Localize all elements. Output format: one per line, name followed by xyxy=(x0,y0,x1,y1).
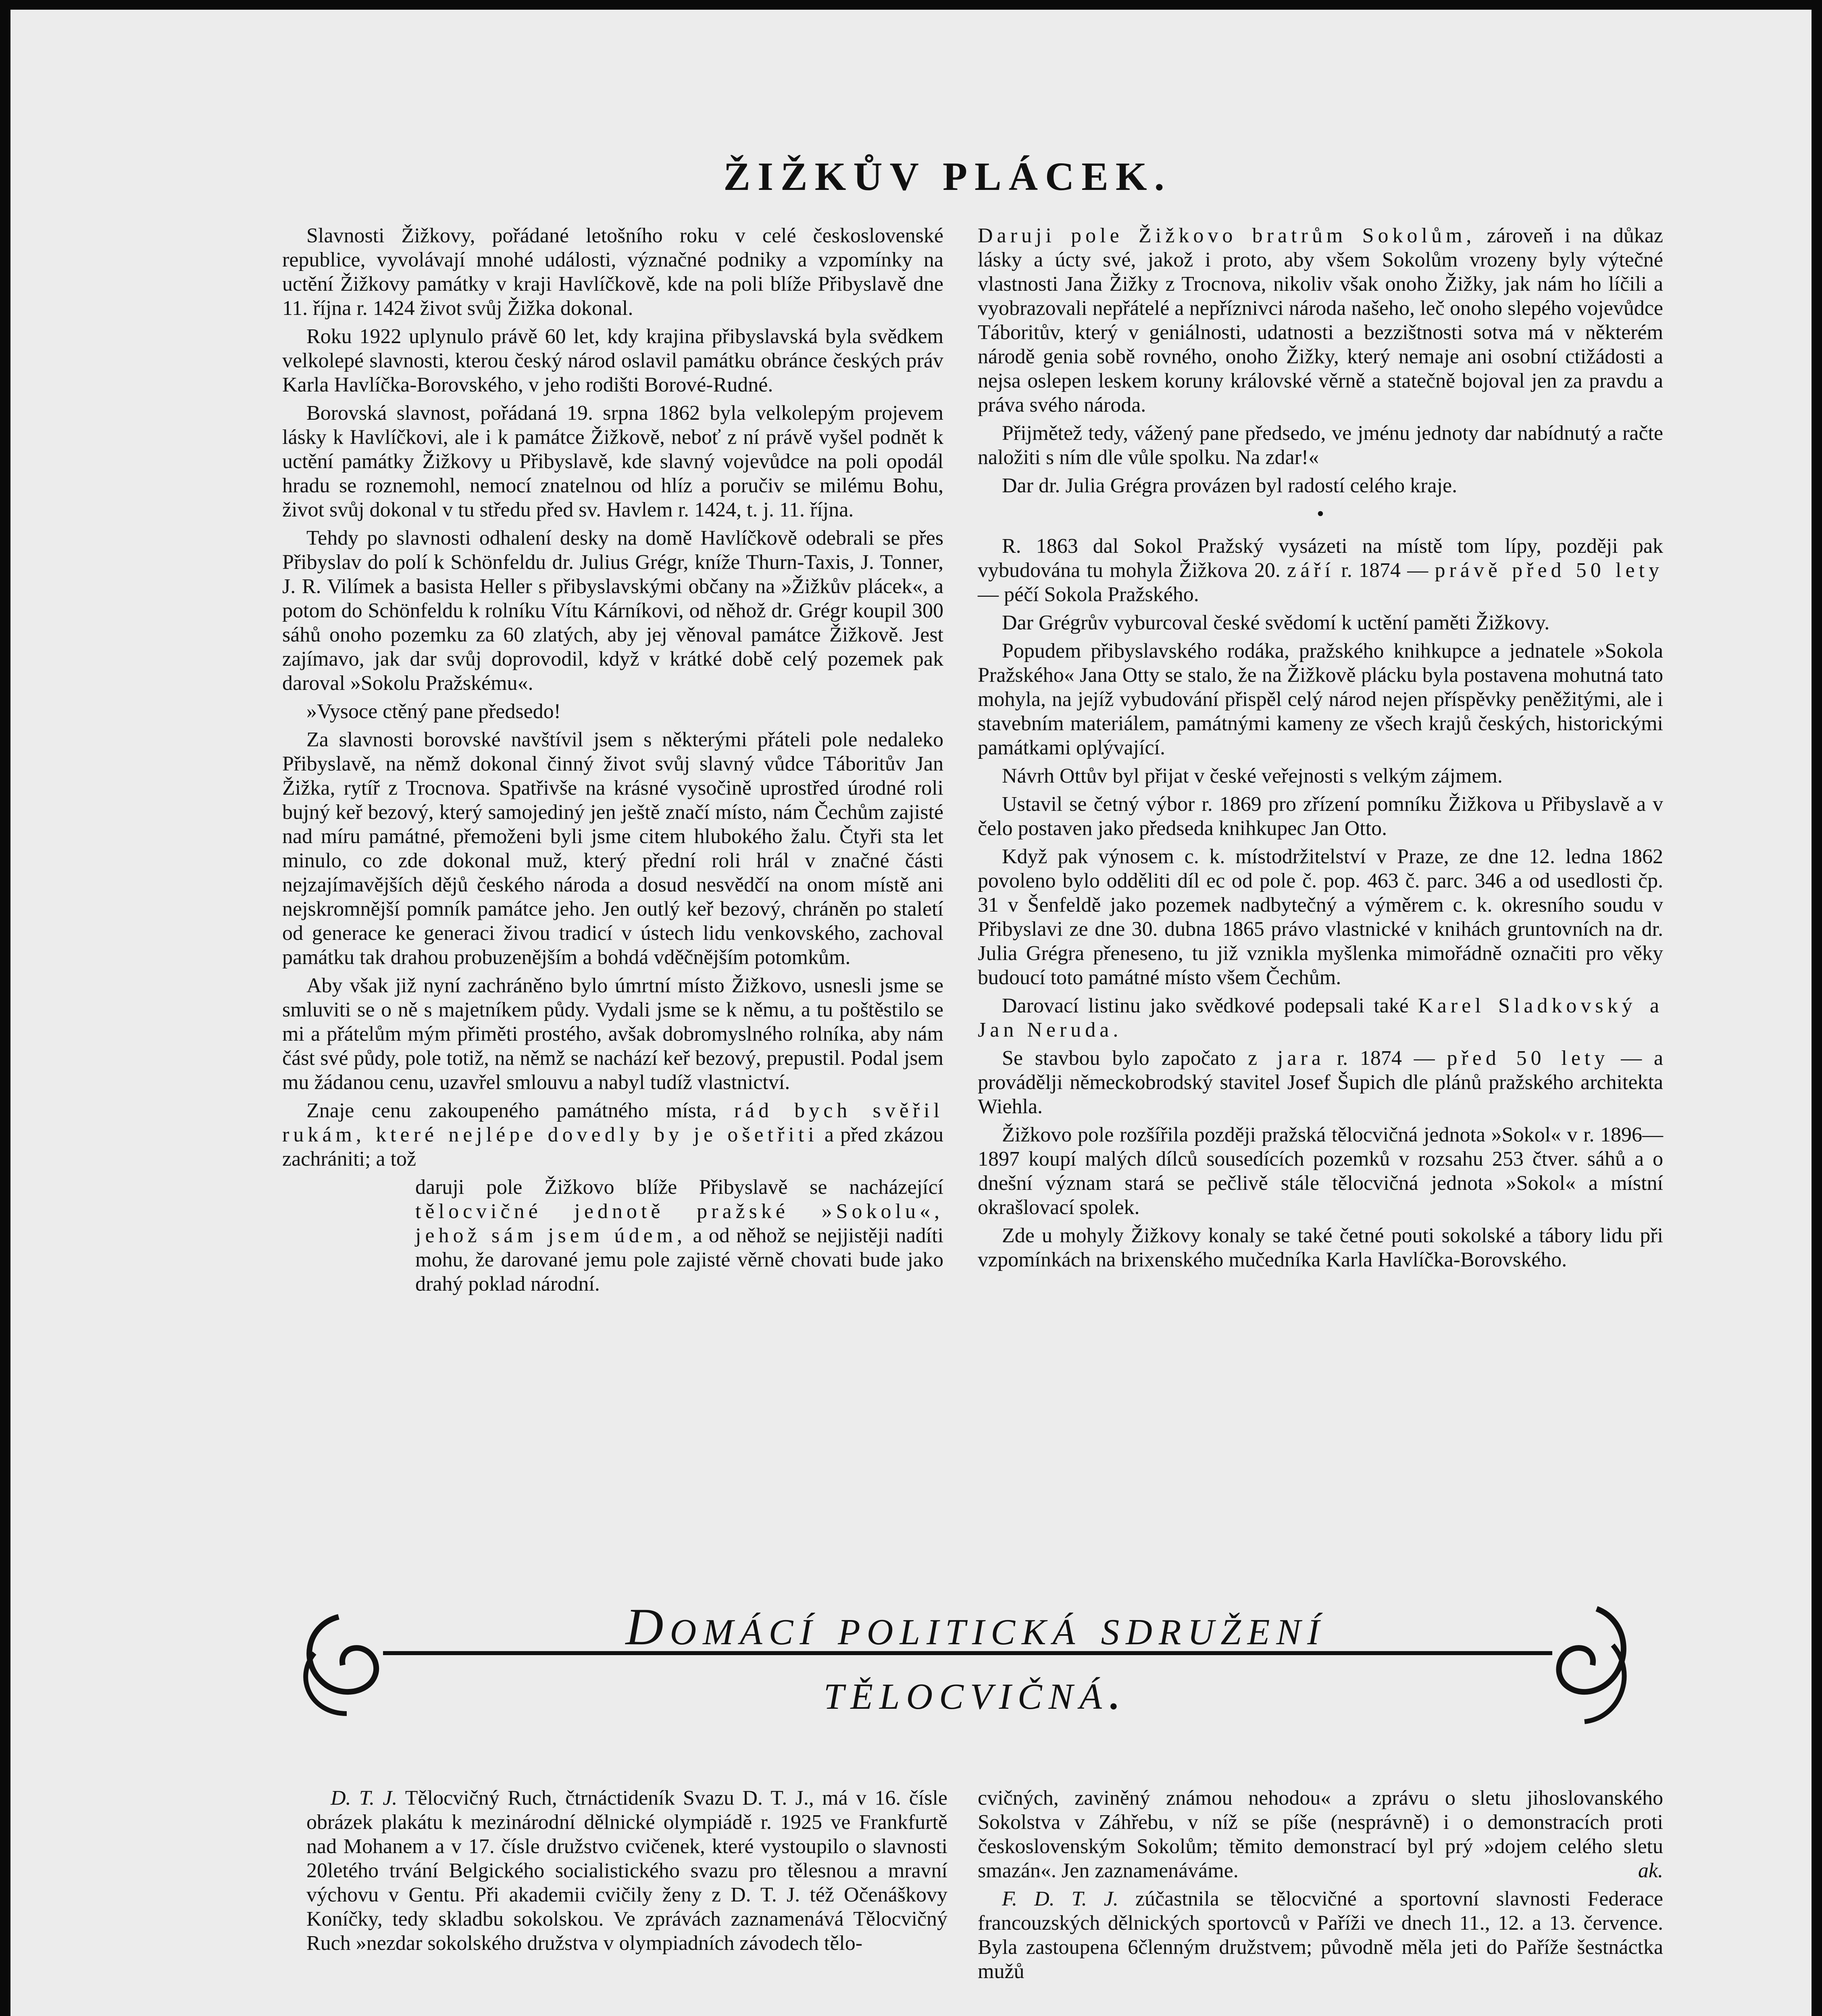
paragraph: Návrh Ottův byl přijat v české veřejnosti s velkým zájmem. xyxy=(1002,764,1503,787)
text-run: a od něhož se nejjistěji nadíti mohu, že darované jemu pole zajisté věrně chovati bude jako drahý poklad národní. xyxy=(415,1224,944,1295)
text-run: r. 1874 — xyxy=(1341,559,1428,582)
text-run: a před zkázou zachrániti; a tož xyxy=(282,1123,943,1170)
scan-border-left xyxy=(0,0,10,2016)
text-run: — a provádělji německobrodský stavitel Josef Šupich dle plánů pražského architekta Wiehla. xyxy=(978,1047,1663,1118)
section-column-right xyxy=(978,1786,1663,1988)
paragraph: Tehdy po slavnosti odhalení desky na domě Havlíčkově odebrali se přes Přibyslav do polí k Schönfeldu dr. Julius Grégr, kníže Thurn-Taxis, J. Tonner, J. R. Vilímek a basista Heller s přibyslavskými občany na »Žižkův plácek«, a potom do Schönfeldu k rolníku Vítu Kárníkovi, od něhož dr. Grégr koupil 300 sáhů onoho pozemku za 60 zlatých, aby jej věnoval památce Žižkově. Jest zajímavo, jak dar svůj doprovodil, když v krátké době celý pozemek pak daroval »Sokolu Pražskému«. xyxy=(282,527,943,695)
paragraph: Slavnosti Žižkovy, pořádané letošního roku v celé československé republice, vyvolávají mnohé události, význačné podniky a vzpomínky na uctění Žižkovy památky v kraji Havlíčkově, kde na poli blíže Přibyslavě dne 11. října r. 1424 život svůj Žižka dokonal. xyxy=(282,224,943,320)
paragraph: Za slavnosti borovské navštívil jsem s některými přáteli pole nedaleko Přibyslavě, na němž dokonal činný život svůj slavný vůdce Táboritův Jan Žižka, rytíř z Trocnova. Spatřivše na krásné vysočině uprostřed úrodné roli bujný keř bezový, který samojediný jen ještě značí místo, nám Čechům zajisté nad míru památné, přemoženi byli jsme citem hlubokého žalu. Čtyři sta let minulo, co zde dokonal muž, který přední roli hrál v značné části nejzajímavějších dějů českého národa a dosud nesvědčí na onom místě ani nejskromnější pomník památce jeho. Jen outlý keř bezový, chráněn po staletí od generace ke generaci živou tradicí v ústech lidu venkovského, zachoval památku tak drahou probuzenějším a bohdá vděčnějším potomkům. xyxy=(282,728,943,969)
signature: ak. xyxy=(1638,1859,1663,1882)
text-run: r. 1874 — xyxy=(1337,1047,1435,1070)
paragraph: Ustavil se četný výbor r. 1869 pro zřízení pomníku Žižkova u Přibyslavě a v čelo postaven jako předseda knihkupec Jan Otto. xyxy=(978,793,1663,840)
text-run: Znaje cenu zakoupeného památného místa, xyxy=(306,1099,717,1122)
banner-title-line2: tělocvičná. xyxy=(823,1662,1128,1720)
text-run: Se stavbou bylo započato xyxy=(1002,1047,1236,1070)
donation-quote xyxy=(415,1175,943,1296)
article-column-left xyxy=(282,224,943,1300)
text-run: Tělocvičný Ruch, čtrnáctideník Svazu D. T. J., má v 16. čísle obrázek plakátu k mezinárodní dělnické olympiádě r. 1925 ve Frankfurtě nad Mohanem a v 17. čísle družstvo cvičenek, které vystoupilo o slavnosti 20letého trvání Belgického socialistického svazu pro tělesnou a mravní výchovu v Gentu. Při akademii cvičily ženy z D. T. J. též Očenáškovy Koníčky, tedy skladbu sokolskou. Ve zprávách zaznamenává Tělocvičný Ruch »nezdar sokolského družstva v olympiadních závodech tělo- xyxy=(306,1787,947,1955)
text-run: — péčí Sokola Pražského. xyxy=(978,583,1199,606)
paragraph xyxy=(978,534,1663,607)
text-run: Darovací listinu jako svědkové podepsali také xyxy=(1002,994,1409,1017)
spaced-text: tělocvičné jednotě pražské »Sokolu«, jehož sám jsem údem, xyxy=(415,1200,943,1247)
paragraph: Borovská slavnost, pořádaná 19. srpna 1862 byla velkolepým projevem lásky k Havlíčkovi, ale i k památce Žižkově, neboť z ní právě vyšel podnět k uctění památky Žižkovy u Přibyslavě, kde slavný vojevůdce na poli opodál hradu se roznemohl, nemocí znatelnou od hlíz a poručiv se milému Bohu, život svůj dokonal v tu středu před sv. Havlem r. 1424, t. j. 11. října. xyxy=(282,402,943,521)
paragraph: Roku 1922 uplynulo právě 60 let, kdy krajina přibyslavská byla svědkem velkolepé slavnosti, kterou český národ oslavil památku obránce českých práv Karla Havlíčka-Borovského, v jeho rodišti Borové-Rudné. xyxy=(282,325,943,396)
text-run: zároveň i na důkaz lásky a úcty své, jakož i proto, aby všem Sokolům vrozeny byly výtečné vlastnosti Jana Žižky z Trocnova, nikoliv však onoho Žižky, jak nám ho líčili a vyobrazovali nepřátelé a nepříznivci národa našeho, leč onoho slepého vojevůdce Táboritův, který v geniálnosti, udatnosti a bezzištnosti sotva má v některém národě genia sobě rovného, onoho Žižky, který nemaje ani osobní ctižádosti a nejsa oslepen leskem koruny královské věrně a statečně bojoval jen za pravdu a práva svého národa. xyxy=(978,224,1664,417)
paragraph: Žižkovo pole rozšířila později pražská tělocvičná jednota »Sokol« v r. 1896—1897 koupí malých dílců sousedících pozemků v rozsahu 253 čtver. sáhů a o dnešní význam stará se pečlivě stále tělocvičná jednota »Sokol« a místní okrašlovací spolek. xyxy=(978,1123,1663,1219)
spaced-text: Karel Sladkovský a Jan Neruda. xyxy=(978,994,1663,1041)
paragraph xyxy=(978,1786,1663,1883)
paragraph xyxy=(282,1099,943,1171)
text-run: cvičných, zaviněný známou nehodou« a zprávu o sletu jihoslovanského Sokolstva v Záhřebu, v níž se píše (nesprávně) i o demonstracích proti československým Sokolům; těmito demonstrací byl prý »dojem celého sletu smazán«. Jen zaznamenáváme. xyxy=(978,1787,1663,1882)
section-divider: • xyxy=(1316,502,1324,525)
paragraph: »Vysoce ctěný pane předsedo! xyxy=(306,700,561,723)
spaced-text: právě před 50 lety xyxy=(1435,559,1664,582)
abbreviation: D. T. J. xyxy=(331,1787,398,1810)
paragraph: Aby však již nyní zachráněno bylo úmrtní místo Žižkovo, usnesli jsme se smluviti se o ně s majetníkem půdy. Vydali jsme se k němu, a tu poštěstilo se mi a přátelům mým přiměti prostého, avšak dobromyslného rolníka, aby nám část své půdy, pole totiž, na němž se nachází keř bezový, prepustil. Podal jsem mu žádanou cenu, uzavřel smlouvu a nabyl tudíž vlastnictví. xyxy=(282,974,943,1094)
paragraph xyxy=(978,1887,1663,1984)
text-run: R. 1863 dal Sokol Pražský vysázeti na místě tom lípy, později pak vybudována tu mohyla Žižkova 20. xyxy=(978,535,1663,582)
spaced-text: z jara xyxy=(1248,1047,1325,1070)
section-column-left xyxy=(306,1786,947,1960)
paragraph xyxy=(306,1786,947,1956)
spaced-text: rád bych svěřil rukám, které nejlépe dovedly by je ošetřiti xyxy=(282,1099,943,1146)
banner-title-line1: Domácí politická sdružení xyxy=(625,1598,1326,1656)
article-title: ŽIŽKŮV PLÁCEK. xyxy=(723,154,1172,199)
paragraph: Zde u mohyly Žižkovy konaly se také četné pouti sokolské a tábory lidu při vzpomínkách na brixenského mučedníka Karla Havlíčka-Borovského. xyxy=(978,1224,1663,1271)
abbreviation: F. D. T. J. xyxy=(1002,1887,1118,1910)
paragraph: Popudem přibyslavského rodáka, pražského knihkupce a jednatele »Sokola Pražského« Jana Otty se stalo, že na Žižkově plácku byla postavena mohutná tato mohyla, na jejíž vybudování přispěl celý národ nejen příspěvky peněžitými, ale i stavebním materiálem, památnými kameny ze všech krajů českých, historickými památkami oplývající. xyxy=(978,639,1663,759)
paragraph: Když pak výnosem c. k. místodržitelství v Praze, ze dne 12. ledna 1862 povoleno bylo odděliti díl ec od pole č. pop. 463 č. parc. 346 a od usedlosti čp. 31 v Šenfeldě jako pozemek nadbytečný a výměrem c. k. okresního soudu v Přibyslavi ze dne 30. dubna 1865 právo vlastnické v knihách gruntovních na dr. Julia Grégra přeneseno, tu již vznikla myšlenka mimořádně označiti pro věky budoucí toto památné místo všem Čechům. xyxy=(978,845,1663,989)
paragraph: Přijmětež tedy, vážený pane předsedo, ve jménu jednoty dar nabídnutý a račte naložiti s ním dle vůle spolku. Na zdar!« xyxy=(978,422,1663,469)
paragraph: Dar Grégrův vyburcoval české svědomí k uctění paměti Žižkovy. xyxy=(1002,611,1550,634)
paragraph: Dar dr. Julia Grégra provázen byl radostí celého kraje. xyxy=(1002,474,1458,497)
spaced-text: září xyxy=(1287,559,1335,582)
text-run: zúčastnila se tělocvičné a sportovní slavnosti Federace francouzských dělnických sportovců v Paříži ve dnech 11., 12. a 13. července. Byla zastoupena 6členným družstvem; původně měla jeti do Paříže šestnáctka mužů xyxy=(978,1887,1663,1983)
text-run: daruji pole Žižkovo blíže Přibyslavě se nacházející xyxy=(415,1176,943,1199)
section-banner xyxy=(290,1585,1641,1754)
scan-border-top xyxy=(0,0,1822,10)
paragraph xyxy=(978,1046,1663,1119)
spaced-text: před 50 lety xyxy=(1447,1047,1609,1070)
paragraph xyxy=(978,994,1663,1042)
scan-border-right xyxy=(1812,0,1822,2016)
article-column-right xyxy=(978,224,1663,1276)
paragraph xyxy=(978,224,1663,417)
spaced-text: Daruji pole Žižkovo bratrům Sokolům, xyxy=(978,224,1476,247)
